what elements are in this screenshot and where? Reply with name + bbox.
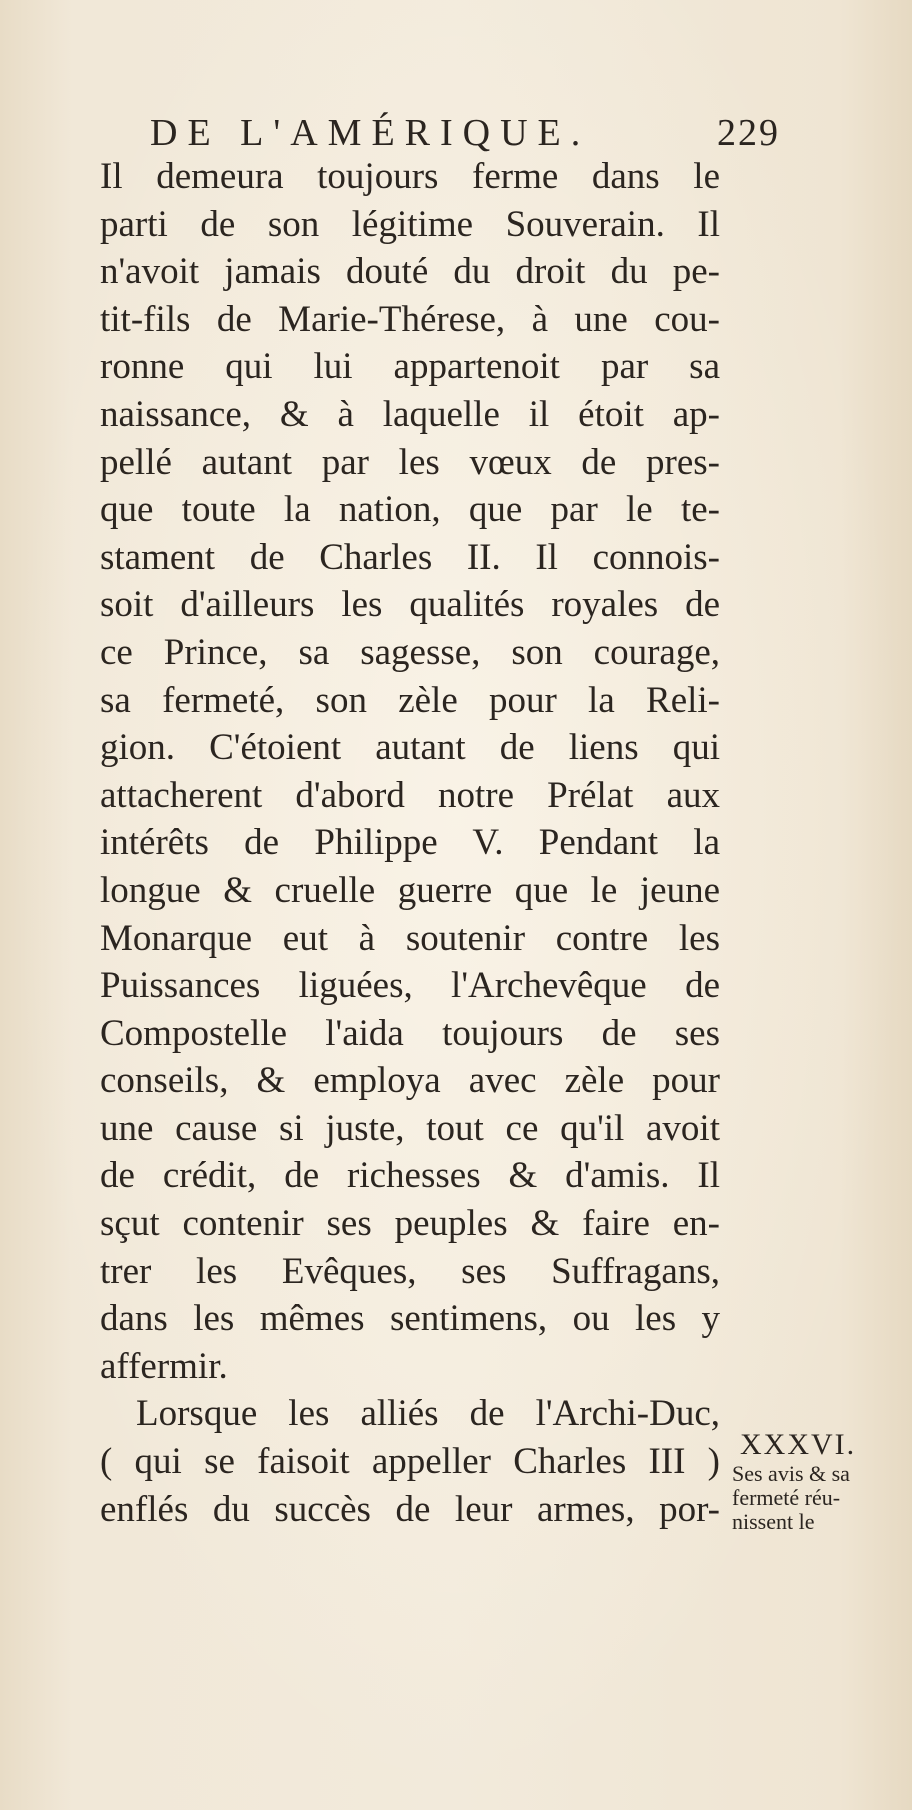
margin-note-line: fermeté réu- xyxy=(732,1485,841,1510)
text-line: Lorsque les alliés de l'Archi-Duc, xyxy=(136,1393,720,1435)
margin-note-line: Ses avis & sa xyxy=(732,1461,850,1486)
text-line: longue & cruelle guerre que le jeune xyxy=(100,869,720,911)
text-line: sçut contenir ses peuples & faire en- xyxy=(100,1203,720,1245)
text-line: affermir. xyxy=(100,1345,228,1387)
running-head: DE L'AMÉRIQUE. xyxy=(150,112,591,154)
text-line: n'avoit jamais douté du droit du pe- xyxy=(100,251,720,293)
text-line: Il demeura toujours ferme dans le xyxy=(100,156,720,197)
body-text xyxy=(100,153,720,1533)
text-line: parti de son légitime Souverain. Il xyxy=(100,203,720,245)
text-line: conseils, & employa avec zèle pour xyxy=(100,1060,720,1102)
text-line: enflés du succès de leur armes, por- xyxy=(100,1488,720,1530)
text-line: stament de Charles II. Il connois- xyxy=(100,536,720,578)
text-line: pellé autant par les vœux de pres- xyxy=(100,441,720,483)
text-line: tit-fils de Marie-Thérese, à une cou- xyxy=(100,298,720,340)
margin-note xyxy=(732,1428,910,1534)
text-line: attacherent d'abord notre Prélat aux xyxy=(100,774,720,816)
text-line: une cause si juste, tout ce qu'il avoit xyxy=(100,1107,720,1149)
text-line: Monarque eut à soutenir contre les xyxy=(100,917,720,959)
text-line: dans les mêmes sentimens, ou les y xyxy=(100,1298,720,1340)
page-header xyxy=(150,108,780,158)
text-line: trer les Evêques, ses Suffragans, xyxy=(100,1250,720,1292)
text-line: soit d'ailleurs les qualités royales de xyxy=(100,584,720,626)
text-line: Puissances liguées, l'Archevêque de xyxy=(100,965,720,1007)
margin-note-line: nissent le xyxy=(732,1509,815,1534)
page-number: 229 xyxy=(717,112,780,154)
margin-note-number: XXXVI. xyxy=(740,1428,857,1461)
text-line: Compostelle l'aida toujours de ses xyxy=(100,1012,720,1054)
text-line: ce Prince, sa sagesse, son courage, xyxy=(100,631,720,673)
text-line: intérêts de Philippe V. Pendant la xyxy=(100,822,720,864)
text-line: gion. C'étoient autant de liens qui xyxy=(100,727,720,769)
text-line: ( qui se faisoit appeller Charles III ) xyxy=(100,1441,720,1483)
text-line: ronne qui lui appartenoit par sa xyxy=(100,346,720,388)
text-line: que toute la nation, que par le te- xyxy=(100,489,720,531)
text-line: naissance, & à laquelle il étoit ap- xyxy=(100,393,720,435)
text-line: de crédit, de richesses & d'amis. Il xyxy=(100,1155,720,1197)
text-line: sa fermeté, son zèle pour la Reli- xyxy=(100,679,720,721)
